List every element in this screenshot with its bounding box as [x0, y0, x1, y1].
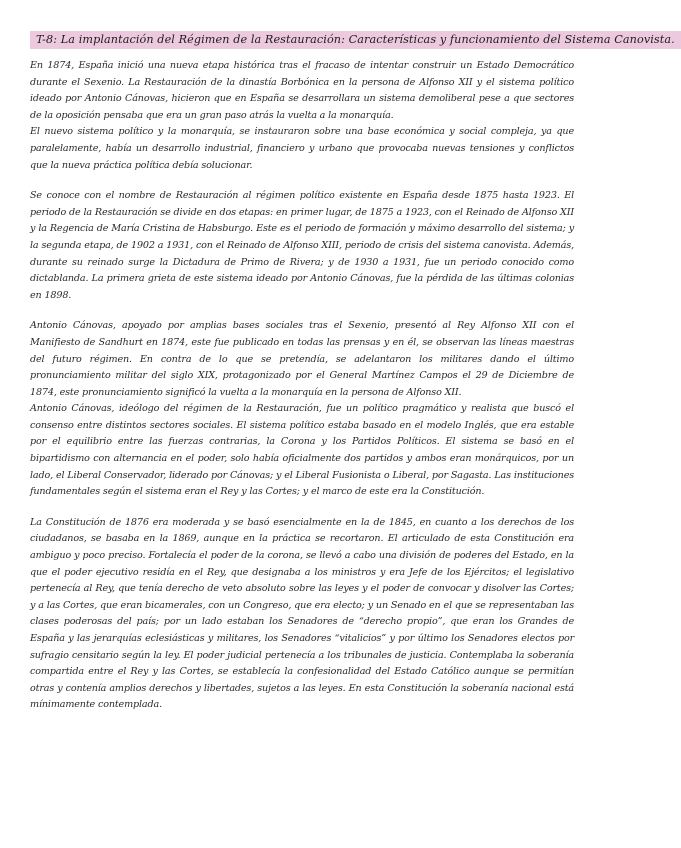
paragraph: Antonio Cánovas, apoyado por amplias bases sociales tras el Sexenio, presentó al Rey Alfonso XII con el Manifiesto de Sandhurt en 1874, este fue publicado en todas las prensas y en él, se observan las líneas maestras del futuro régimen. En contra de lo que se pretendía, se adelantaron los militares dando el último pronunciamiento militar del siglo XIX, protagonizado por el General Martínez Campos el 29 de Diciembre de 1874, este pronunciamiento significó la vuelta a la monarquía en la persona de Alfonso XII. — [30, 320, 574, 398]
section-gap — [30, 304, 574, 318]
section-intro — [30, 58, 574, 174]
paragraph: Se conoce con el nombre de Restauración al régimen político existente en España desde 1875 hasta 1923. El periodo de la Restauración se divide en dos etapas: en primer lugar, de 1875 a 1923, con el Reinado de Alfonso XII y la Regencia de María Cristina de Habsburgo. Este es el periodo de formación y máximo desarrollo del sistema; y la segunda etapa, de 1902 a 1931, con el Reinado de Alfonso XIII, periodo de crisis del sistema canovista. Además, durante su reinado surge la Dictadura de Primo de Rivera; y de 1930 a 1931, fue un periodo conocido como dictablanda. La primera grieta de este sistema ideado por Antonio Cánovas, fue la pérdida de las últimas colonias en 1898. — [30, 190, 574, 301]
title-wrapper — [30, 28, 675, 49]
section-constitution — [30, 515, 574, 714]
page-title: T-8: La implantación del Régimen de la Restauración: Características y funcionamiento del Sistema Canovista. — [30, 31, 681, 49]
section-gap — [30, 501, 574, 515]
paragraph: El nuevo sistema político y la monarquía, se instauraron sobre una base económica y social compleja, ya que paralelamente, había un desarrollo industrial, financiero y urbano que provocaba nuevas tensiones y conflictos que la nueva práctica política debía solucionar. — [30, 126, 574, 171]
section-gap — [30, 174, 574, 188]
section-canovas — [30, 318, 574, 501]
paragraph: En 1874, España inició una nueva etapa histórica tras el fracaso de intentar construir un Estado Democrático durante el Sexenio. La Restauración de la dinastía Borbónica en la persona de Alfonso XII y el sistema político ideado por Antonio Cánovas, hicieron que en España se desarrollara un sistema demoliberal pese a que sectores de la oposición pensaba que era un gran paso atrás la vuelta a la monarquía. — [30, 60, 574, 121]
paragraph: Antonio Cánovas, ideólogo del régimen de la Restauración, fue un político pragmático y realista que buscó el consenso entre distintos sectores sociales. El sistema político estaba basado en el modelo Inglés, que era estable por el equilibrio entre las fuerzas contrarias, la Corona y los Partidos Políticos. El sistema se basó en el bipartidismo con alternancia en el poder, solo había oficialmente dos partidos y ambos eran monárquicos, por un lado, el Liberal Conservador, liderado por Cánovas; y el Liberal Fusionista o Liberal, por Sagasta. Las instituciones fundamentales según el sistema eran el Rey y las Cortes; y el marco de este era la Constitución. — [30, 403, 574, 498]
paragraph: La Constitución de 1876 era moderada y se basó esencialmente en la de 1845, en cuanto a los derechos de los ciudadanos, se basaba en la 1869, aunque en la práctica se recortaron. El articulado de esta Constitución era ambiguo y poco preciso. Fortalecía el poder de la corona, se llevó a cabo una división de poderes del Estado, en la que el poder ejecutivo residía en el Rey, que designaba a los ministros y era Jefe de los Ejércitos; el legislativo pertenecía al Rey, que tenía derecho de veto absoluto sobre las leyes y el poder de convocar y disolver las Cortes; y a las Cortes, que eran bicamerales, con un Congreso, que era electo; y un Senado en el que se representaban las clases poderosas del país; por un lado estaban los Senadores de “derecho propio”, que eran los Grandes de España y las jerarquías eclesiásticas y militares, los Senadores “vitalicios” y por último los Senadores electos por sufragio censitario según la ley. El poder judicial pertenecía a los tribunales de justicia. Contemplaba la soberanía compartida entre el Rey y las Cortes, se establecía la confesionalidad del Estado Católico aunque se permitían otras y contenía amplios derechos y libertades, sujetos a las leyes. En esta Constitución la soberanía nacional está mínimamente contemplada. — [30, 516, 574, 711]
section-periods — [30, 188, 574, 304]
